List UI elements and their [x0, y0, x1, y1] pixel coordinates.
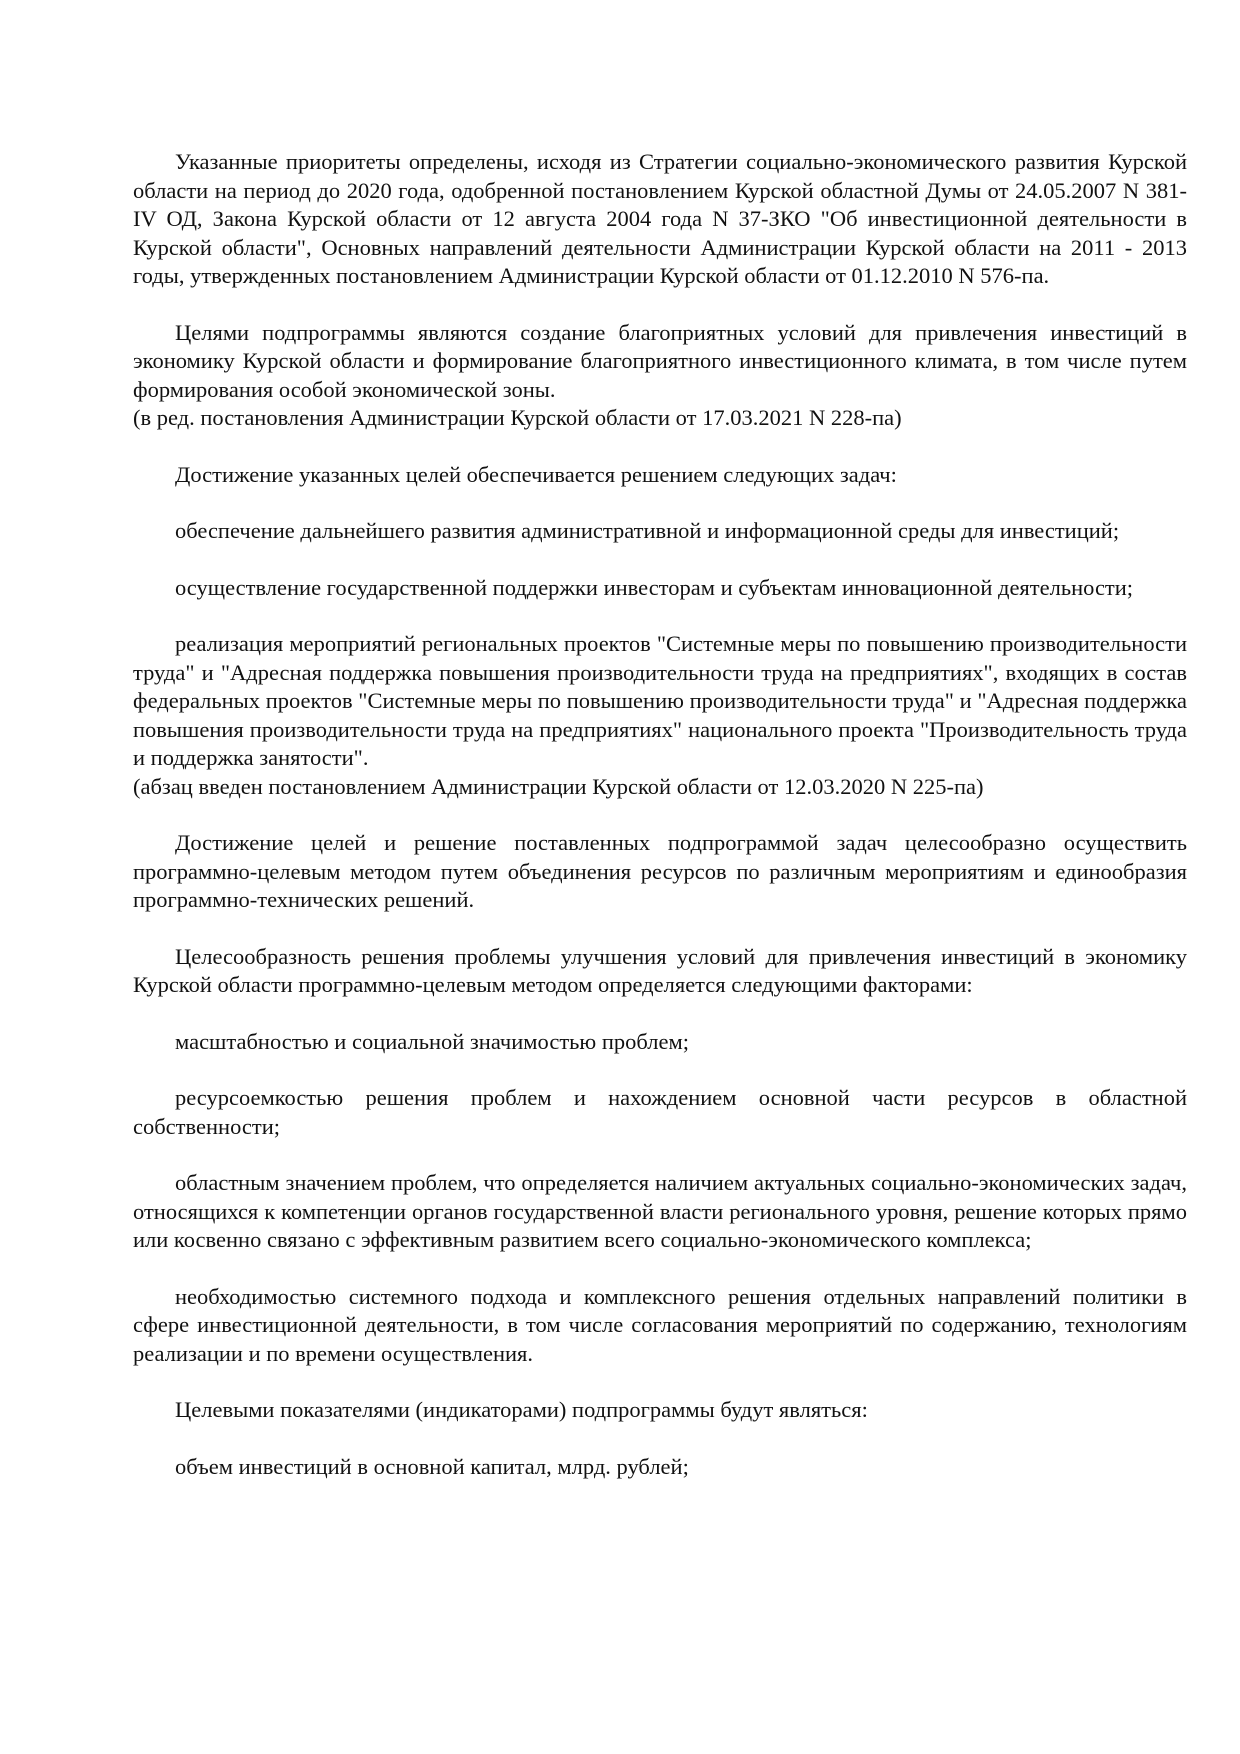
amendment-note: (абзац введен постановлением Администрации Курской области от 12.03.2020 N 225-па)	[133, 773, 984, 799]
paragraph-text: Целесообразность решения проблемы улучшения условий для привлечения инвестиций в экономику Курской области программно-целевым методом определяется следующими факторами:	[133, 943, 1187, 997]
paragraph-text: Целевыми показателями (индикаторами) подпрограммы будут являться:	[175, 1397, 868, 1422]
paragraph-method	[133, 829, 1187, 915]
paragraph-text: осуществление государственной поддержки инвесторам и субъектам инновационной деятельности;	[175, 574, 1134, 600]
paragraph-text: Указанные приоритеты определены, исходя из Стратегии социально-экономического развития Курской области на период до 2020 года, одобренной постановлением Курской областной Думы от 24.05.2007 N 381-IV ОД, Закона Курской области от 12 августа 2004 года N 37-ЗКО "Об инвестиционной деятельности в Курской области", Основных направлений деятельности Администрации Курской области на 2011 - 2013 годы, утвержденных постановлением Администрации Курской области от 01.12.2010 N 576-па.	[133, 149, 1187, 288]
paragraph-task-projects	[133, 630, 1187, 801]
paragraph-indicators-intro	[133, 1396, 1187, 1425]
amendment-note: (в ред. постановления Администрации Курской области от 17.03.2021 N 228-па)	[133, 405, 902, 430]
paragraph-text: масштабностью и социальной значимостью проблем;	[175, 1028, 689, 1054]
paragraph-text: объем инвестиций в основной капитал, млрд. рублей;	[175, 1453, 689, 1479]
paragraph-tasks-intro	[133, 461, 1187, 490]
paragraph-factor-regional	[133, 1169, 1187, 1255]
paragraph-text: Достижение целей и решение поставленных подпрограммой задач целесообразно осуществить программно-целевым методом путем объединения ресурсов по различным мероприятиям и единообразия программно-технических решений.	[133, 830, 1187, 912]
paragraph-task-environment	[133, 517, 1187, 546]
paragraph-text: Достижение указанных целей обеспечивается решением следующих задач:	[175, 461, 897, 487]
paragraph-text: обеспечение дальнейшего развития административной и информационной среды для инвестиций;	[175, 518, 1120, 543]
paragraph-goals	[133, 319, 1187, 433]
paragraph-factor-scale	[133, 1028, 1187, 1057]
paragraph-text: необходимостью системного подхода и комплексного решения отдельных направлений политики в сфере инвестиционной деятельности, в том числе согласования мероприятий по содержанию, технологиям реализации и по времени осуществления.	[133, 1283, 1187, 1366]
paragraph-text: ресурсоемкостью решения проблем и нахождением основной части ресурсов в областной собственности;	[133, 1085, 1187, 1139]
paragraph-factor-systemic	[133, 1283, 1187, 1369]
paragraph-text: областным значением проблем, что определяется наличием актуальных социально-экономических задач, относящихся к компетенции органов государственной власти регионального уровня, решение которых прямо или косвенно связано с эффективным развитием всего социально-экономического комплекса;	[133, 1170, 1187, 1252]
paragraph-indicator-investment	[133, 1453, 1187, 1482]
paragraph-factor-resources	[133, 1084, 1187, 1141]
paragraph-task-support	[133, 574, 1187, 603]
paragraph-text: реализация мероприятий региональных проектов "Системные меры по повышению производительности труда" и "Адресная поддержка повышения производительности труда на предприятиях", входящих в состав федеральных проектов "Системные меры по повышению производительности труда" и "Адресная поддержка повышения производительности труда на предприятиях" национального проекта "Производительность труда и поддержка занятости".	[133, 631, 1187, 770]
paragraph-factors-intro	[133, 943, 1187, 1000]
paragraph-priorities	[133, 148, 1187, 291]
paragraph-text: Целями подпрограммы являются создание благоприятных условий для привлечения инвестиций в экономику Курской области и формирование благоприятного инвестиционного климата, в том числе путем формирования особой экономической зоны.	[133, 319, 1187, 402]
document-page	[133, 148, 1187, 1509]
